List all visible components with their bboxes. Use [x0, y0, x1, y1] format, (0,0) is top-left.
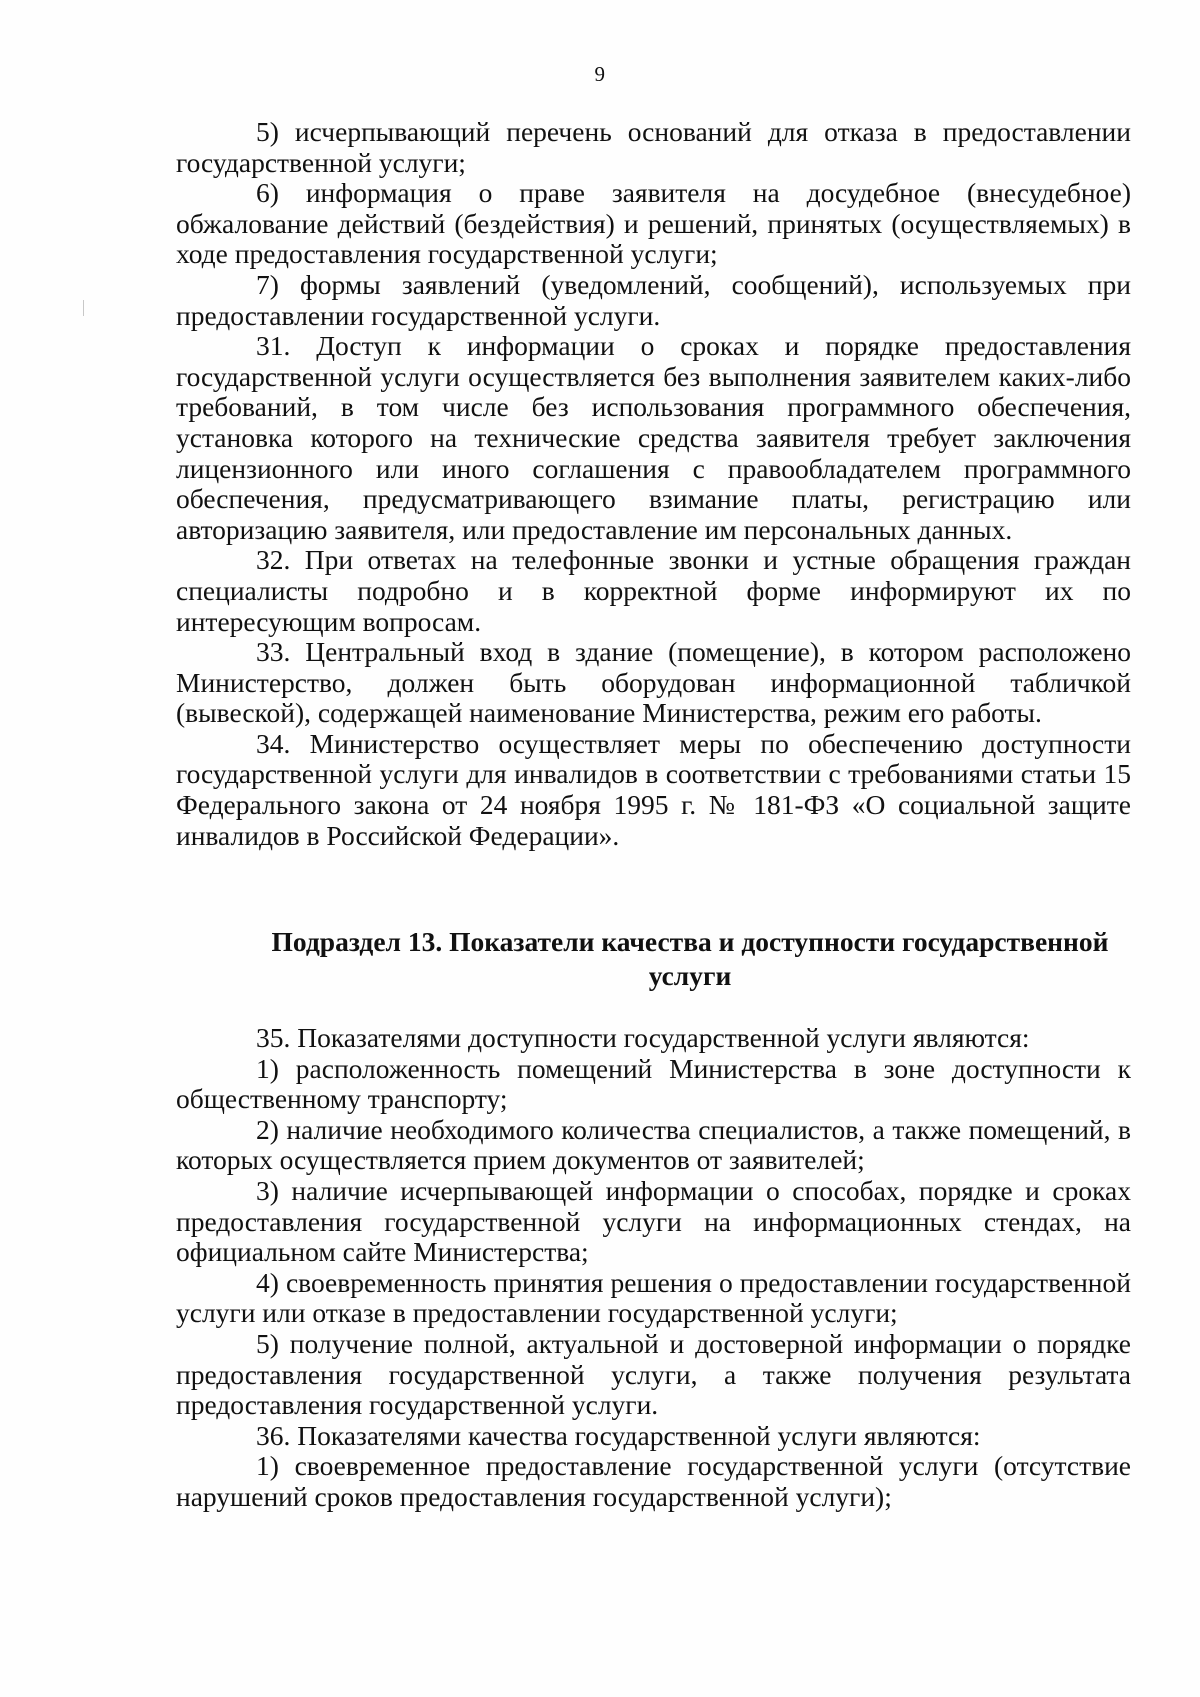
clause-34-disability-access: 34. Министерство осуществляет меры по обеспечению доступности государственной услуги для инвалидов в соответствии с требованиями статьи 15 Федерального закона от 24 ноября 1995 г. № 181-ФЗ «О социальной защите инвалидов в Российской Федерации». — [176, 727, 1131, 851]
list-item-6-appeal-right: 6) информация о праве заявителя на досудебное (внесудебное) обжалование действий (бездействия) и решений, принятых (осуществляемых) в ходе предоставления государственной услуги; — [176, 177, 1131, 270]
quality-item-1-timely-service: 1) своевременное предоставление государственной услуги (отсутствие нарушений сроков предоставления государственной услуги); — [176, 1450, 1131, 1512]
indicator-item-5-full-information: 5) получение полной, актуальной и достоверной информации о порядке предоставления государственной услуги, а также получения результата предоставления государственной услуги. — [176, 1327, 1131, 1421]
indicator-item-1-transport: 1) расположенность помещений Министерства в зоне доступности к общественному транспорту; — [176, 1052, 1131, 1115]
page-number: 9 — [594, 62, 606, 86]
clause-33-entrance-sign: 33. Центральный вход в здание (помещение), в котором расположено Министерство, должен быть оборудован информационной табличкой (вывеской), содержащей наименование Министерства, режим его работы. — [176, 636, 1131, 729]
list-item-7-application-forms: 7) формы заявлений (уведомлений, сообщений), используемых при предоставлении государственной услуги. — [176, 268, 1131, 331]
clause-32-phone-inquiries: 32. При ответах на телефонные звонки и устные обращения граждан специалисты подробно и в корректной форме информируют их по интересующим вопросам. — [176, 544, 1131, 637]
indicator-item-3-information: 3) наличие исчерпывающей информации о способах, порядке и сроках предоставления государственной услуги на информационных стендах, на официальном сайте Министерства; — [176, 1174, 1131, 1268]
section-heading: Подраздел 13. Показатели качества и доступности государственной услуги — [271, 926, 1109, 991]
indicator-item-2-specialists: 2) наличие необходимого количества специалистов, а также помещений, в которых осуществляется прием документов от заявителей; — [176, 1113, 1131, 1176]
clause-35-accessibility-indicators: 35. Показателями доступности государственной услуги являются: — [256, 1022, 1030, 1053]
body-text-upper — [176, 117, 1131, 851]
list-item-5-refusal-grounds: 5) исчерпывающий перечень оснований для отказа в предоставлении государственной услуги; — [176, 116, 1131, 178]
clause-31-information-access: 31. Доступ к информации о сроках и порядке предоставления государственной услуги осуществляется без выполнения заявителем каких-либо требований, в том числе без использования программного обеспечения, установка которого на технические средства заявителя требует заключения лицензионного или иного соглашения с правообладателем программного обеспечения, предусматривающего взимание платы, регистрацию или авторизацию заявителя, или предоставление им персональных данных. — [176, 330, 1131, 545]
body-text-lower — [176, 1023, 1131, 1513]
indicator-item-4-timeliness: 4) своевременность принятия решения о предоставлении государственной услуги или отказе в предоставлении государственной услуги; — [176, 1266, 1131, 1329]
clause-36-quality-indicators: 36. Показателями качества государственной услуги являются: — [256, 1419, 981, 1451]
scan-margin-mark — [83, 300, 84, 316]
